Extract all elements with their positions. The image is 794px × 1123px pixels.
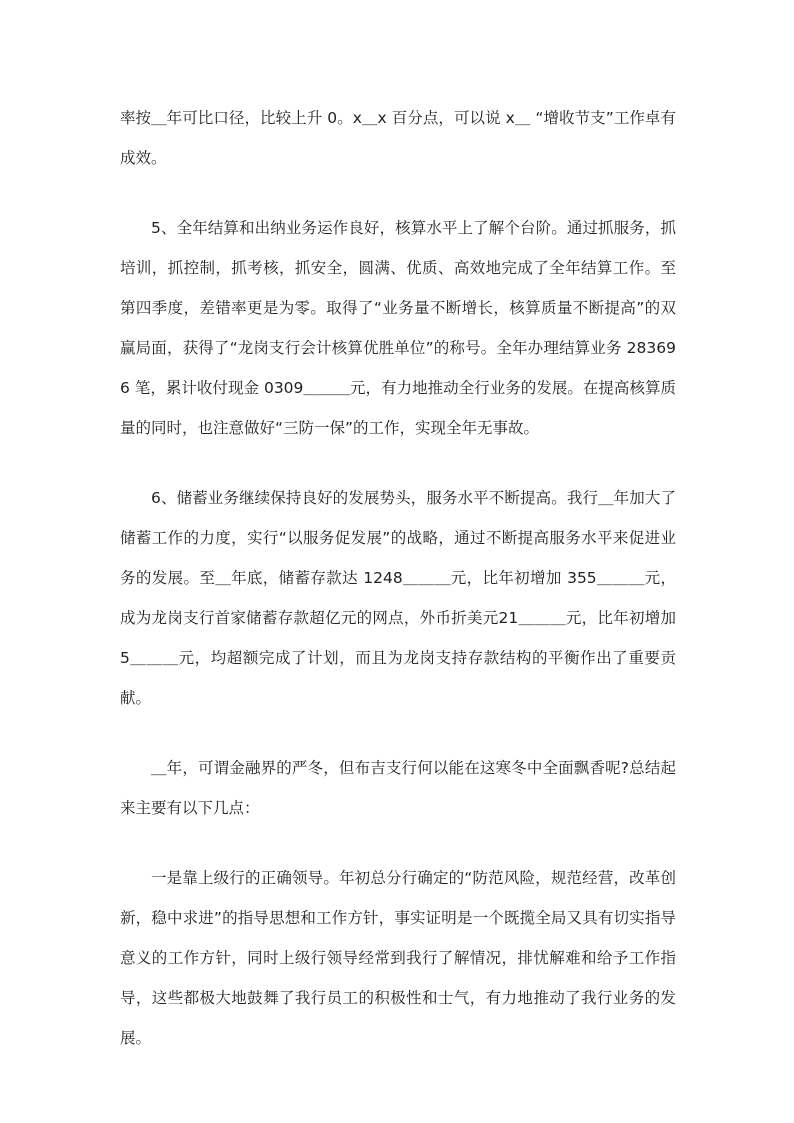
paragraph-item-6-savings: 6、储蓄业务继续保持良好的发展势头，服务水平不断提高。我行＿年加大了储蓄工作的力度，实行“以服务促发展”的战略，通过不断提高服务水平来促进业务的发展。至＿年底，储蓄存款达 1248＿＿＿元，比年初增加 355＿＿＿元，成为龙岗支行首家储蓄存款超亿元的网点，外币折美元21＿＿＿元，比年初增加5＿＿＿元，均超额完成了计划，而且为龙岗支持存款结构的平衡作出了重要贡献。 [120, 489, 676, 707]
document-body [120, 98, 676, 1088]
paragraph-item-5-settlement: 5、全年结算和出纳业务运作良好，核算水平上了解个台阶。通过抓服务，抓培训，抓控制，抓考核，抓安全，圆满、优质、高效地完成了全年结算工作。至第四季度，差错率更是为零。取得了“业务量不断增长，核算质量不断提高”的双赢局面，获得了“龙岗支行会计核算优胜单位”的称号。全年办理结算业务 283696 笔，累计收付现金 0309＿＿＿元，有力地推动全行业务的发展。在提高核算质量的同时，也注意做好“三防一保”的工作，实现全年无事故。 [120, 219, 676, 437]
paragraph-summary-intro: ＿年，可谓金融界的严冬，但布吉支行何以能在这寒冬中全面飘香呢?总结起来主要有以下几点： [120, 759, 676, 817]
paragraph-point-one: 一是靠上级行的正确领导。年初总分行确定的“防范风险，规范经营，改革创新，稳中求进”的指导思想和工作方针，事实证明是一个既揽全局又具有切实指导意义的工作方针，同时上级行领导经常到我行了解情况，排忧解难和给予工作指导，这些都极大地鼓舞了我行员工的积极性和士气，有力地推动了我行业务的发展。 [120, 869, 676, 1047]
paragraph-continuation: 率按＿年可比口径，比较上升 0。x＿x 百分点，可以说 x＿ “增收节支”工作卓有成效。 [120, 109, 676, 167]
